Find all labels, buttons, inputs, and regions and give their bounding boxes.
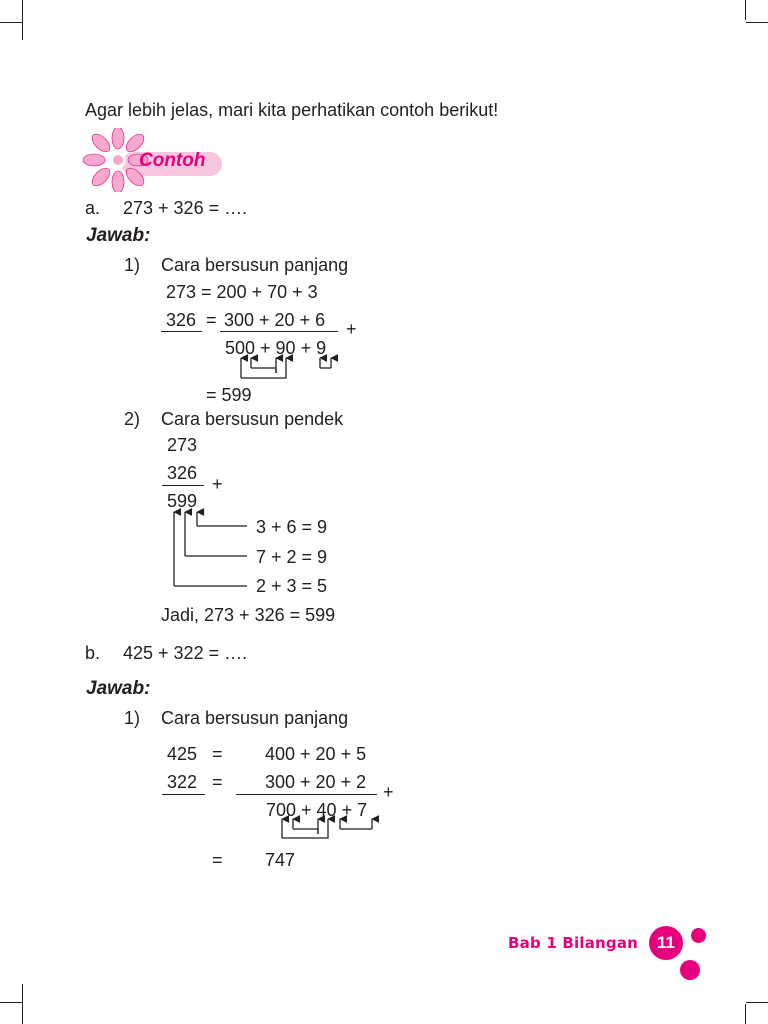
sum-rule: [236, 794, 377, 795]
expansion-row-left: 322: [167, 772, 198, 792]
expansion-row-eq: =: [212, 744, 223, 764]
plus-sign: +: [212, 474, 223, 494]
sum-row: 500 + 90 + 9: [225, 338, 327, 358]
plus-sign: +: [383, 782, 394, 802]
example-b-marker: b.: [85, 643, 101, 663]
crop-mark-top-left: [22, 0, 23, 40]
contoh-label: Contoh: [139, 150, 206, 171]
expansion-row-right: 300 + 20 + 2: [265, 772, 367, 792]
expansion-row-eq: =: [212, 772, 223, 792]
decorative-dot: [680, 960, 700, 980]
step-tens: 7 + 2 = 9: [256, 547, 328, 567]
crop-mark-bottom-right: [746, 1002, 768, 1003]
addend-second: 326: [167, 463, 198, 483]
method-title: Cara bersusun pendek: [161, 409, 344, 429]
crop-mark-top-right: [745, 0, 746, 20]
crop-mark-top-right: [746, 22, 768, 23]
method-title: Cara bersusun panjang: [161, 255, 349, 275]
result-eq: =: [212, 850, 223, 870]
step-ones: 3 + 6 = 9: [256, 517, 328, 537]
crop-mark-bottom-left: [0, 1002, 22, 1003]
step-hundreds: 2 + 3 = 5: [256, 576, 328, 596]
decorative-dot: [691, 928, 706, 943]
page-number: 11: [649, 926, 683, 960]
method-title: Cara bersusun panjang: [161, 708, 349, 728]
sum-rule: [162, 485, 204, 486]
result-value: 747: [265, 850, 296, 870]
addend-top: 273: [167, 435, 198, 455]
intro-text: Agar lebih jelas, mari kita perhatikan contoh berikut!: [85, 100, 499, 120]
crop-mark-bottom-right: [745, 1004, 746, 1024]
method-number: 1): [124, 255, 141, 275]
crop-mark-top-left: [0, 22, 22, 23]
answer-label: Jawab:: [86, 225, 151, 246]
plus-sign: +: [346, 319, 357, 339]
sum-row: 700 + 40 + 7: [266, 800, 368, 820]
example-a-marker: a.: [85, 198, 101, 218]
sum-rule: [162, 794, 205, 795]
expansion-row-left: 326: [166, 310, 197, 330]
expansion-row-right: 300 + 20 + 6: [224, 310, 326, 330]
chapter-label: Bab 1 Bilangan: [508, 934, 639, 952]
expansion-row-eq: =: [206, 310, 217, 330]
example-a-question: 273 + 326 = ….: [123, 198, 248, 218]
result-text: = 599: [206, 385, 252, 405]
sum-result: 599: [167, 491, 198, 511]
crop-mark-bottom-left: [22, 984, 23, 1024]
example-b-question: 425 + 322 = ….: [123, 643, 248, 663]
answer-label: Jawab:: [86, 678, 151, 699]
sum-rule: [161, 331, 202, 332]
method-number: 1): [124, 708, 141, 728]
sum-rule: [220, 331, 338, 332]
expansion-row: 273 = 200 + 70 + 3: [166, 282, 318, 302]
expansion-row-left: 425: [167, 744, 198, 764]
expansion-row-right: 400 + 20 + 5: [265, 744, 367, 764]
conclusion-text: Jadi, 273 + 326 = 599: [161, 605, 336, 625]
method-number: 2): [124, 409, 141, 429]
